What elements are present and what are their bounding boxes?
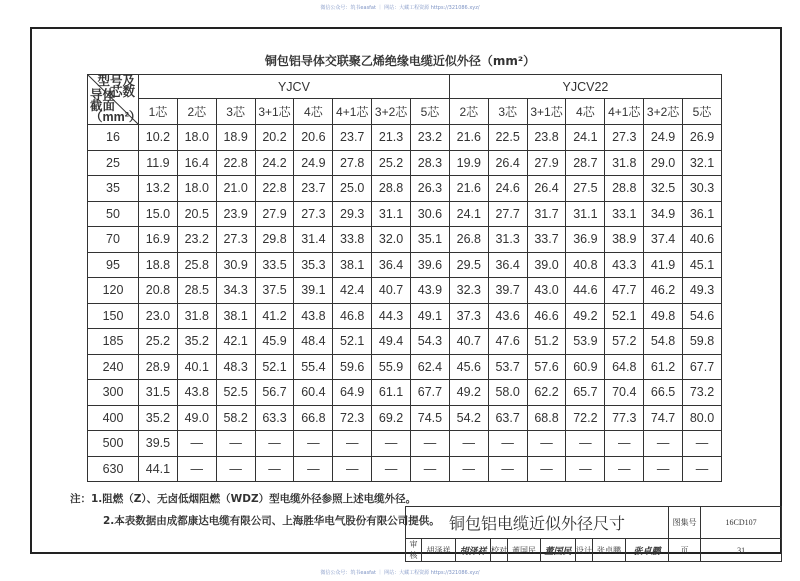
diameter-cell: 55.4 [294, 354, 333, 380]
diameter-cell: 34.9 [644, 201, 683, 227]
diameter-cell: 36.9 [566, 227, 605, 253]
table-row [88, 354, 722, 380]
diameter-cell: 27.9 [255, 201, 294, 227]
diameter-cell: — [683, 431, 722, 457]
diameter-cell: 74.5 [411, 405, 450, 431]
diameter-cell: 54.6 [683, 303, 722, 329]
section-cell: 240 [88, 354, 139, 380]
diameter-cell: 47.6 [488, 329, 527, 355]
diameter-cell: 72.3 [333, 405, 372, 431]
review-label: 审核 [406, 539, 422, 562]
diameter-cell: 48.3 [216, 354, 255, 380]
diameter-cell: 37.4 [644, 227, 683, 253]
diameter-cell: 26.8 [449, 227, 488, 253]
designer-signature: 张卓鹏 [626, 539, 669, 562]
section-cell: 400 [88, 405, 139, 431]
column-header: 2芯 [177, 99, 216, 125]
diameter-cell: 18.0 [177, 176, 216, 202]
diameter-cell: 39.0 [527, 252, 566, 278]
diameter-cell: — [605, 456, 644, 482]
diameter-cell: 22.5 [488, 125, 527, 151]
diameter-cell: 25.2 [372, 150, 411, 176]
diameter-cell: 32.3 [449, 278, 488, 304]
diameter-cell: 28.5 [177, 278, 216, 304]
diameter-cell: 67.7 [683, 354, 722, 380]
diameter-cell: 33.1 [605, 201, 644, 227]
diameter-cell: 59.6 [333, 354, 372, 380]
section-cell: 185 [88, 329, 139, 355]
diameter-cell: — [644, 431, 683, 457]
diameter-cell: 39.7 [488, 278, 527, 304]
diameter-cell: 19.9 [449, 150, 488, 176]
section-cell: 150 [88, 303, 139, 329]
diameter-cell: 30.3 [683, 176, 722, 202]
diameter-cell: 62.4 [411, 354, 450, 380]
column-header: 3芯 [216, 99, 255, 125]
table-row [88, 303, 722, 329]
diameter-cell: 41.9 [644, 252, 683, 278]
diameter-cell: 38.9 [605, 227, 644, 253]
diameter-cell: 53.9 [566, 329, 605, 355]
diameter-cell: 52.1 [333, 329, 372, 355]
diameter-cell: 46.8 [333, 303, 372, 329]
diameter-cell: 57.2 [605, 329, 644, 355]
diameter-cell: 22.8 [216, 150, 255, 176]
diameter-cell: 31.5 [139, 380, 178, 406]
page-label: 页 [669, 539, 701, 562]
page-number: 31 [701, 539, 782, 562]
column-header: 3+1芯 [255, 99, 294, 125]
diameter-cell: 23.2 [177, 227, 216, 253]
diameter-cell: 16.4 [177, 150, 216, 176]
diameter-cell: 30.6 [411, 201, 450, 227]
diameter-cell: 23.7 [294, 176, 333, 202]
diameter-cell: 28.7 [566, 150, 605, 176]
diameter-cell: 33.8 [333, 227, 372, 253]
diameter-cell: 31.1 [372, 201, 411, 227]
title-block [405, 506, 782, 562]
column-header: 1芯 [139, 99, 178, 125]
section-cell: 95 [88, 252, 139, 278]
diameter-cell: 16.9 [139, 227, 178, 253]
diameter-cell: 40.7 [449, 329, 488, 355]
checker-signature: 董国民 [541, 539, 576, 562]
column-header: 2芯 [449, 99, 488, 125]
diameter-cell: — [294, 431, 333, 457]
diameter-cell: — [372, 456, 411, 482]
atlas-number: 16CD107 [701, 507, 782, 539]
diameter-cell: 67.7 [411, 380, 450, 406]
diameter-cell: 23.0 [139, 303, 178, 329]
checker-name: 董国民 [508, 539, 541, 562]
diameter-cell: — [255, 431, 294, 457]
diameter-cell: 35.2 [177, 329, 216, 355]
diameter-cell: 60.9 [566, 354, 605, 380]
diameter-cell: 24.1 [449, 201, 488, 227]
diameter-cell: 58.0 [488, 380, 527, 406]
diameter-cell: 43.8 [294, 303, 333, 329]
section-cell: 25 [88, 150, 139, 176]
diameter-cell: 40.6 [683, 227, 722, 253]
diameter-cell: 15.0 [139, 201, 178, 227]
diameter-cell: 34.3 [216, 278, 255, 304]
section-cell: 35 [88, 176, 139, 202]
diameter-cell: 43.9 [411, 278, 450, 304]
diameter-cell: 35.2 [139, 405, 178, 431]
diameter-cell: 39.5 [139, 431, 178, 457]
diameter-cell: 31.7 [527, 201, 566, 227]
section-cell: 500 [88, 431, 139, 457]
diameter-cell: 21.6 [449, 125, 488, 151]
diameter-cell: 52.1 [255, 354, 294, 380]
diameter-cell: 37.3 [449, 303, 488, 329]
diameter-cell: 45.6 [449, 354, 488, 380]
corner-bottom-label: 导体 截面 （mm²） [90, 88, 142, 124]
diameter-cell: 22.8 [255, 176, 294, 202]
diameter-cell: 36.4 [488, 252, 527, 278]
diameter-cell: 28.3 [411, 150, 450, 176]
diameter-cell: 65.7 [566, 380, 605, 406]
diameter-cell: 49.8 [644, 303, 683, 329]
diameter-cell: 31.4 [294, 227, 333, 253]
diameter-cell: 27.8 [333, 150, 372, 176]
table-row [88, 201, 722, 227]
note-1: 注：1.阻燃（Z）、无卤低烟阻燃（WDZ）型电缆外径参照上述电缆外径。 [70, 493, 417, 505]
section-cell: 300 [88, 380, 139, 406]
diameter-cell: 27.7 [488, 201, 527, 227]
corner-header [88, 74, 142, 125]
diameter-cell: 58.2 [216, 405, 255, 431]
diameter-cell: 23.7 [333, 125, 372, 151]
diameter-cell: 66.8 [294, 405, 333, 431]
diameter-cell: 21.0 [216, 176, 255, 202]
diameter-cell: 43.8 [177, 380, 216, 406]
diameter-cell: 54.2 [449, 405, 488, 431]
diameter-cell: 59.8 [683, 329, 722, 355]
diameter-cell: 61.2 [644, 354, 683, 380]
diameter-cell: — [566, 456, 605, 482]
diameter-cell: 32.0 [372, 227, 411, 253]
diameter-cell: 26.4 [488, 150, 527, 176]
column-header: 3+2芯 [644, 99, 683, 125]
diameter-cell: 63.7 [488, 405, 527, 431]
diameter-cell: 43.3 [605, 252, 644, 278]
section-cell: 50 [88, 201, 139, 227]
diameter-cell: 38.1 [333, 252, 372, 278]
diameter-cell: 40.7 [372, 278, 411, 304]
diameter-cell: 68.8 [527, 405, 566, 431]
diameter-cell: 49.2 [566, 303, 605, 329]
diameter-cell: 53.7 [488, 354, 527, 380]
diameter-cell: 35.1 [411, 227, 450, 253]
diameter-cell: 24.6 [488, 176, 527, 202]
diameter-cell: 52.1 [605, 303, 644, 329]
diameter-cell: 21.3 [372, 125, 411, 151]
diameter-cell: 40.1 [177, 354, 216, 380]
diameter-cell: — [605, 431, 644, 457]
diameter-cell: 28.8 [372, 176, 411, 202]
diameter-cell: 24.1 [566, 125, 605, 151]
diameter-cell: 18.8 [139, 252, 178, 278]
diameter-cell: 57.6 [527, 354, 566, 380]
diameter-cell: 69.2 [372, 405, 411, 431]
diameter-cell: 54.8 [644, 329, 683, 355]
diameter-cell: — [527, 431, 566, 457]
diameter-cell: — [683, 456, 722, 482]
diameter-cell: 48.4 [294, 329, 333, 355]
diameter-cell: 26.4 [527, 176, 566, 202]
diameter-cell: 40.8 [566, 252, 605, 278]
group-header-yjcv22: YJCV22 [449, 75, 721, 99]
diameter-cell: 24.2 [255, 150, 294, 176]
column-header: 4芯 [566, 99, 605, 125]
diameter-cell: 27.5 [566, 176, 605, 202]
diameter-cell: 28.9 [139, 354, 178, 380]
diameter-cell: 44.3 [372, 303, 411, 329]
diameter-cell: 23.2 [411, 125, 450, 151]
diameter-cell: 23.9 [216, 201, 255, 227]
diameter-cell: 28.8 [605, 176, 644, 202]
diameter-cell: 63.3 [255, 405, 294, 431]
diameter-cell: 10.2 [139, 125, 178, 151]
diameter-cell: — [333, 456, 372, 482]
drawing-title: 铜包铝电缆近似外径尺寸 [406, 507, 669, 539]
column-header: 5芯 [411, 99, 450, 125]
diameter-cell: 23.8 [527, 125, 566, 151]
design-label: 设计 [576, 539, 593, 562]
diameter-cell: 70.4 [605, 380, 644, 406]
diameter-cell: 38.1 [216, 303, 255, 329]
section-cell: 120 [88, 278, 139, 304]
table-row [88, 227, 722, 253]
diameter-cell: 25.0 [333, 176, 372, 202]
diameter-cell: 18.9 [216, 125, 255, 151]
diameter-cell: 54.3 [411, 329, 450, 355]
diameter-cell: 44.1 [139, 456, 178, 482]
column-header: 5芯 [683, 99, 722, 125]
diameter-cell: — [644, 456, 683, 482]
diameter-cell: 51.2 [527, 329, 566, 355]
diameter-cell: 74.7 [644, 405, 683, 431]
diameter-cell: 43.0 [527, 278, 566, 304]
column-header: 3+1芯 [527, 99, 566, 125]
atlas-label: 图集号 [669, 507, 701, 539]
diameter-cell: 61.1 [372, 380, 411, 406]
table-row [88, 125, 722, 151]
diameter-cell: 21.6 [449, 176, 488, 202]
diameter-cell: 46.2 [644, 278, 683, 304]
diameter-cell: 43.6 [488, 303, 527, 329]
diameter-cell: 33.7 [527, 227, 566, 253]
diameter-cell: 45.1 [683, 252, 722, 278]
diameter-cell: 11.9 [139, 150, 178, 176]
section-cell: 630 [88, 456, 139, 482]
diameter-cell: 49.2 [449, 380, 488, 406]
diameter-cell: 41.2 [255, 303, 294, 329]
diameter-cell: 26.9 [683, 125, 722, 151]
diameter-cell: 18.0 [177, 125, 216, 151]
diameter-cell: — [255, 456, 294, 482]
diameter-cell: 44.6 [566, 278, 605, 304]
diameter-cell: 49.1 [411, 303, 450, 329]
table-row [88, 252, 722, 278]
diameter-cell: 24.9 [294, 150, 333, 176]
diameter-cell: 49.4 [372, 329, 411, 355]
diameter-cell: 25.8 [177, 252, 216, 278]
diameter-cell: 55.9 [372, 354, 411, 380]
diameter-cell: — [294, 456, 333, 482]
group-header-yjcv: YJCV [139, 75, 450, 99]
diameter-cell: — [449, 456, 488, 482]
diameter-cell: 13.2 [139, 176, 178, 202]
table-row [88, 380, 722, 406]
diameter-cell: — [411, 456, 450, 482]
column-header: 4芯 [294, 99, 333, 125]
diameter-cell: 29.0 [644, 150, 683, 176]
table-row [88, 150, 722, 176]
diameter-cell: 42.1 [216, 329, 255, 355]
reviewer-name: 胡泽祥 [422, 539, 456, 562]
diameter-cell: 27.3 [294, 201, 333, 227]
diameter-cell: 20.8 [139, 278, 178, 304]
diameter-cell: — [177, 431, 216, 457]
diameter-cell: — [527, 456, 566, 482]
diameter-cell: 37.5 [255, 278, 294, 304]
diameter-cell: — [488, 456, 527, 482]
diameter-cell: 31.3 [488, 227, 527, 253]
column-header: 3+2芯 [372, 99, 411, 125]
diameter-cell: 32.5 [644, 176, 683, 202]
diameter-cell: 49.3 [683, 278, 722, 304]
diameter-cell: — [216, 431, 255, 457]
diameter-cell: 31.8 [177, 303, 216, 329]
diameter-cell: 64.9 [333, 380, 372, 406]
diameter-cell: — [177, 456, 216, 482]
diameter-cell: 52.5 [216, 380, 255, 406]
diameter-cell: 27.3 [216, 227, 255, 253]
diameter-cell: 36.1 [683, 201, 722, 227]
diameter-cell: 36.4 [372, 252, 411, 278]
diameter-cell: 39.6 [411, 252, 450, 278]
diameter-cell: 32.1 [683, 150, 722, 176]
diameter-cell: 64.8 [605, 354, 644, 380]
diameter-cell: 49.0 [177, 405, 216, 431]
diameter-cell: 31.1 [566, 201, 605, 227]
table-title: 铜包铝导体交联聚乙烯绝缘电缆近似外径（mm²） [264, 54, 536, 68]
diameter-table [87, 74, 722, 482]
diameter-cell: 62.2 [527, 380, 566, 406]
table-row [88, 405, 722, 431]
watermark-bottom: 微信公众号：筑书easfat ｜ 网站：大藏工程资源 https://321086.xyz/ [320, 570, 480, 576]
diameter-cell: 42.4 [333, 278, 372, 304]
diameter-cell: 25.2 [139, 329, 178, 355]
diameter-cell: 29.8 [255, 227, 294, 253]
diameter-cell: — [411, 431, 450, 457]
diameter-cell: 45.9 [255, 329, 294, 355]
diameter-cell: 39.1 [294, 278, 333, 304]
diameter-cell: 20.5 [177, 201, 216, 227]
diameter-cell: 31.8 [605, 150, 644, 176]
diameter-cell: 72.2 [566, 405, 605, 431]
table-row [88, 176, 722, 202]
table-row [88, 456, 722, 482]
diameter-cell: 35.3 [294, 252, 333, 278]
diameter-cell: — [488, 431, 527, 457]
diameter-cell: — [566, 431, 605, 457]
diameter-cell: 60.4 [294, 380, 333, 406]
diameter-cell: — [333, 431, 372, 457]
watermark-top: 微信公众号：筑书easfat ｜ 网站：大藏工程资源 https://321086.xyz/ [320, 5, 480, 11]
diameter-cell: 77.3 [605, 405, 644, 431]
diameter-cell: 29.3 [333, 201, 372, 227]
table-row [88, 329, 722, 355]
diameter-cell: 26.3 [411, 176, 450, 202]
diameter-cell: 20.2 [255, 125, 294, 151]
diameter-cell: 80.0 [683, 405, 722, 431]
column-header: 4+1芯 [333, 99, 372, 125]
diameter-cell: 73.2 [683, 380, 722, 406]
corner-top-label: 型号及 芯数 [97, 74, 135, 99]
table-row [88, 431, 722, 457]
diameter-cell: — [216, 456, 255, 482]
diameter-cell: 30.9 [216, 252, 255, 278]
diameter-cell: 27.9 [527, 150, 566, 176]
designer-name: 张卓鹏 [593, 539, 626, 562]
column-header: 4+1芯 [605, 99, 644, 125]
diameter-cell: 20.6 [294, 125, 333, 151]
diameter-cell: 24.9 [644, 125, 683, 151]
note-2: 2.本表数据由成都康达电缆有限公司、上海胜华电气股份有限公司提供。 [103, 515, 440, 527]
diameter-cell: 33.5 [255, 252, 294, 278]
diameter-cell: 46.6 [527, 303, 566, 329]
diameter-cell: — [449, 431, 488, 457]
section-cell: 16 [88, 125, 139, 151]
table-row [88, 278, 722, 304]
diameter-cell: 56.7 [255, 380, 294, 406]
reviewer-signature: 胡泽祥 [456, 539, 491, 562]
check-label: 校对 [491, 539, 508, 562]
diameter-cell: 47.7 [605, 278, 644, 304]
diameter-cell: 27.3 [605, 125, 644, 151]
diameter-cell: 29.5 [449, 252, 488, 278]
diameter-cell: — [372, 431, 411, 457]
column-header: 3芯 [488, 99, 527, 125]
diameter-cell: 66.5 [644, 380, 683, 406]
section-cell: 70 [88, 227, 139, 253]
